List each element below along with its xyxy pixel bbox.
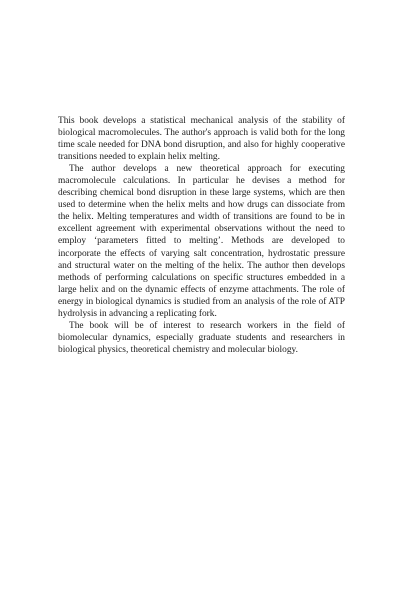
blurb-text — [58, 115, 345, 356]
paragraph-audience: The book will be of interest to research workers in the field of biomolecular dynamics, especially graduate students and researchers in biological physics, theoretical chemistry and molecular biology. — [58, 320, 345, 355]
paragraph-methods: The author develops a new theoretical approach for executing macromolecule calculations. In particular he devises a method for describing chemical bond disruption in these large systems, which are then used to determine when the helix melts and how drugs can dissociate from the helix. Melting temperatures and width of transitions are found to be in excellent agreement with experimental observations without the need to employ ‘parameters fitted to melting’. Methods are developed to incorporate the effects of varying salt concentration, hydrostatic pressure and structural water on the melting of the helix. The author then develops methods of performing calculations on specific structures embedded in a large helix and on the dynamic effects of enzyme attachments. The role of energy in biological dynamics is studied from an analysis of the role of ATP hydrolysis in advancing a replicating fork. — [58, 164, 345, 319]
paragraph-overview: This book develops a statistical mechanical analysis of the stability of biological macromolecules. The author's approach is valid both for the long time scale needed for DNA bond disruption, and also for highly cooperative transitions needed to explain helix melting. — [58, 116, 345, 163]
